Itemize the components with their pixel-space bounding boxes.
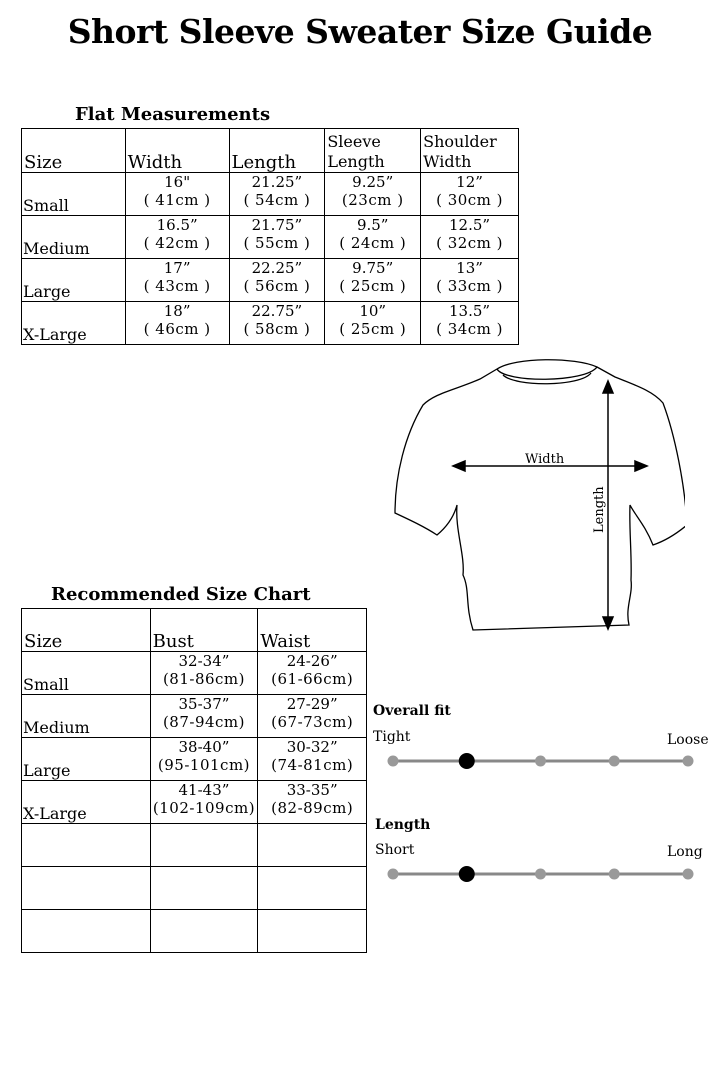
flat-row [22, 216, 519, 259]
flat-value-cell [421, 259, 519, 302]
rec-value-cell [258, 695, 367, 738]
rec-row [22, 695, 367, 738]
rec-empty-row [22, 867, 367, 910]
inch-value: 35-37” [178, 695, 230, 713]
flat-header-row [22, 129, 519, 173]
inch-value: 12.5” [449, 216, 491, 234]
inch-value: 38-40” [178, 738, 230, 756]
rec-header-size: Size [22, 609, 151, 652]
cm-value: ( 34cm ) [436, 320, 504, 338]
inch-value: 10” [359, 302, 387, 320]
cm-value: (87-94cm) [162, 713, 246, 731]
rec-header-bust: Bust [150, 609, 258, 652]
inch-value: 33-35” [286, 781, 338, 799]
flat-size-cell: Medium [22, 216, 126, 259]
scale-dot [535, 756, 546, 767]
cm-value: (82-89cm) [271, 799, 354, 817]
flat-value-cell [325, 216, 421, 259]
inch-value: 32-34” [178, 652, 230, 670]
overall-fit-left-label: Tight [373, 729, 411, 745]
flat-value-cell [421, 302, 519, 345]
flat-value-cell [125, 216, 229, 259]
inch-value: 22.75” [251, 302, 303, 320]
rec-empty-cell [258, 867, 367, 910]
cm-value: ( 41cm ) [143, 191, 211, 209]
cm-value: ( 58cm ) [243, 320, 311, 338]
flat-value-cell [325, 259, 421, 302]
length-label: Length [592, 486, 607, 533]
inch-value: 16" [164, 173, 191, 191]
cm-value: ( 55cm ) [243, 234, 311, 252]
rec-row [22, 738, 367, 781]
flat-header-sleeve-length: Sleeve Length [325, 129, 421, 173]
scale-dot [388, 869, 399, 880]
rec-empty-cell [22, 910, 151, 953]
cm-value: ( 42cm ) [143, 234, 211, 252]
length-fit-scale [380, 861, 700, 887]
flat-value-cell [229, 216, 325, 259]
flat-header-width: Width [125, 129, 229, 173]
cm-value: ( 25cm ) [339, 277, 407, 295]
rec-value-cell [258, 781, 367, 824]
width-label: Width [525, 452, 565, 467]
rec-empty-cell [150, 910, 258, 953]
flat-size-cell: X-Large [22, 302, 126, 345]
rec-empty-row [22, 824, 367, 867]
flat-value-cell [421, 216, 519, 259]
flat-row [22, 302, 519, 345]
cm-value: ( 33cm ) [436, 277, 504, 295]
inch-value: 18” [163, 302, 191, 320]
rec-size-cell: Large [22, 738, 151, 781]
length-fit-left-label: Short [375, 842, 415, 858]
rec-value-cell [150, 652, 258, 695]
rec-empty-cell [150, 824, 258, 867]
scale-selected-dot [459, 866, 475, 882]
flat-value-cell [229, 302, 325, 345]
inch-value: 12” [456, 173, 483, 191]
cm-value: (102-109cm) [152, 799, 256, 817]
cm-value: (95-101cm) [157, 756, 251, 774]
rec-empty-cell [258, 910, 367, 953]
inch-value: 22.25” [251, 259, 303, 277]
cm-value: ( 56cm ) [243, 277, 311, 295]
recommended-size-title: Recommended Size Chart [51, 584, 311, 605]
overall-fit-title: Overall fit [373, 703, 451, 719]
flat-value-cell [229, 259, 325, 302]
flat-value-cell [421, 173, 519, 216]
flat-value-cell [325, 173, 421, 216]
rec-value-cell [258, 652, 367, 695]
cm-value: (81-86cm) [162, 670, 246, 688]
rec-row [22, 781, 367, 824]
scale-dot [609, 756, 620, 767]
scale-dot [609, 869, 620, 880]
flat-header-size: Size [22, 129, 126, 173]
cm-value: (61-66cm) [271, 670, 354, 688]
flat-value-cell [125, 302, 229, 345]
inch-value: 9.25” [352, 173, 394, 191]
rec-empty-cell [150, 867, 258, 910]
inch-value: 21.25” [251, 173, 303, 191]
cm-value: ( 43cm ) [143, 277, 211, 295]
overall-fit-right-label: Loose [667, 732, 709, 748]
rec-size-cell: Small [22, 652, 151, 695]
inch-value: 27-29” [286, 695, 338, 713]
inch-value: 13.5” [449, 302, 491, 320]
flat-size-cell: Small [22, 173, 126, 216]
length-fit-title: Length [375, 817, 431, 833]
recommended-size-table [21, 608, 367, 953]
flat-row [22, 259, 519, 302]
inch-value: 41-43” [178, 781, 230, 799]
rec-size-cell: Medium [22, 695, 151, 738]
rec-value-cell [150, 695, 258, 738]
rec-value-cell [150, 781, 258, 824]
rec-header-waist: Waist [258, 609, 367, 652]
flat-value-cell [325, 302, 421, 345]
flat-value-cell [125, 259, 229, 302]
flat-value-cell [229, 173, 325, 216]
rec-header-row [22, 609, 367, 652]
sweater-diagram [385, 355, 685, 645]
rec-value-cell [150, 738, 258, 781]
inch-value: 9.5” [356, 216, 389, 234]
rec-empty-cell [258, 824, 367, 867]
rec-empty-cell [22, 824, 151, 867]
flat-header-shoulder-width: Shoulder Width [421, 129, 519, 173]
overall-fit-scale [380, 748, 700, 774]
rec-empty-cell [22, 867, 151, 910]
inch-value: 17” [163, 259, 191, 277]
rec-empty-row [22, 910, 367, 953]
flat-header-length: Length [229, 129, 325, 173]
flat-measurements-table [21, 128, 519, 345]
scale-dot [388, 756, 399, 767]
inch-value: 9.75” [352, 259, 394, 277]
cm-value: ( 32cm ) [436, 234, 504, 252]
flat-row [22, 173, 519, 216]
cm-value: ( 24cm ) [339, 234, 407, 252]
scale-selected-dot [459, 753, 475, 769]
cm-value: ( 30cm ) [436, 191, 504, 209]
cm-value: ( 25cm ) [339, 320, 407, 338]
inch-value: 21.75” [251, 216, 303, 234]
sweater-outline-icon [395, 360, 685, 630]
inch-value: 16.5” [156, 216, 198, 234]
inch-value: 30-32” [286, 738, 338, 756]
page-title: Short Sleeve Sweater Size Guide [67, 12, 653, 51]
rec-size-cell: X-Large [22, 781, 151, 824]
cm-value: (23cm ) [341, 191, 404, 209]
scale-dot [683, 869, 694, 880]
scale-dot [683, 756, 694, 767]
flat-measurements-title: Flat Measurements [75, 104, 271, 125]
cm-value: ( 54cm ) [243, 191, 311, 209]
inch-value: 13” [456, 259, 483, 277]
cm-value: (67-73cm) [271, 713, 354, 731]
rec-value-cell [258, 738, 367, 781]
scale-dot [535, 869, 546, 880]
cm-value: ( 46cm ) [143, 320, 211, 338]
inch-value: 24-26” [286, 652, 338, 670]
length-fit-right-label: Long [667, 844, 703, 860]
flat-value-cell [125, 173, 229, 216]
cm-value: (74-81cm) [271, 756, 354, 774]
flat-size-cell: Large [22, 259, 126, 302]
rec-row [22, 652, 367, 695]
